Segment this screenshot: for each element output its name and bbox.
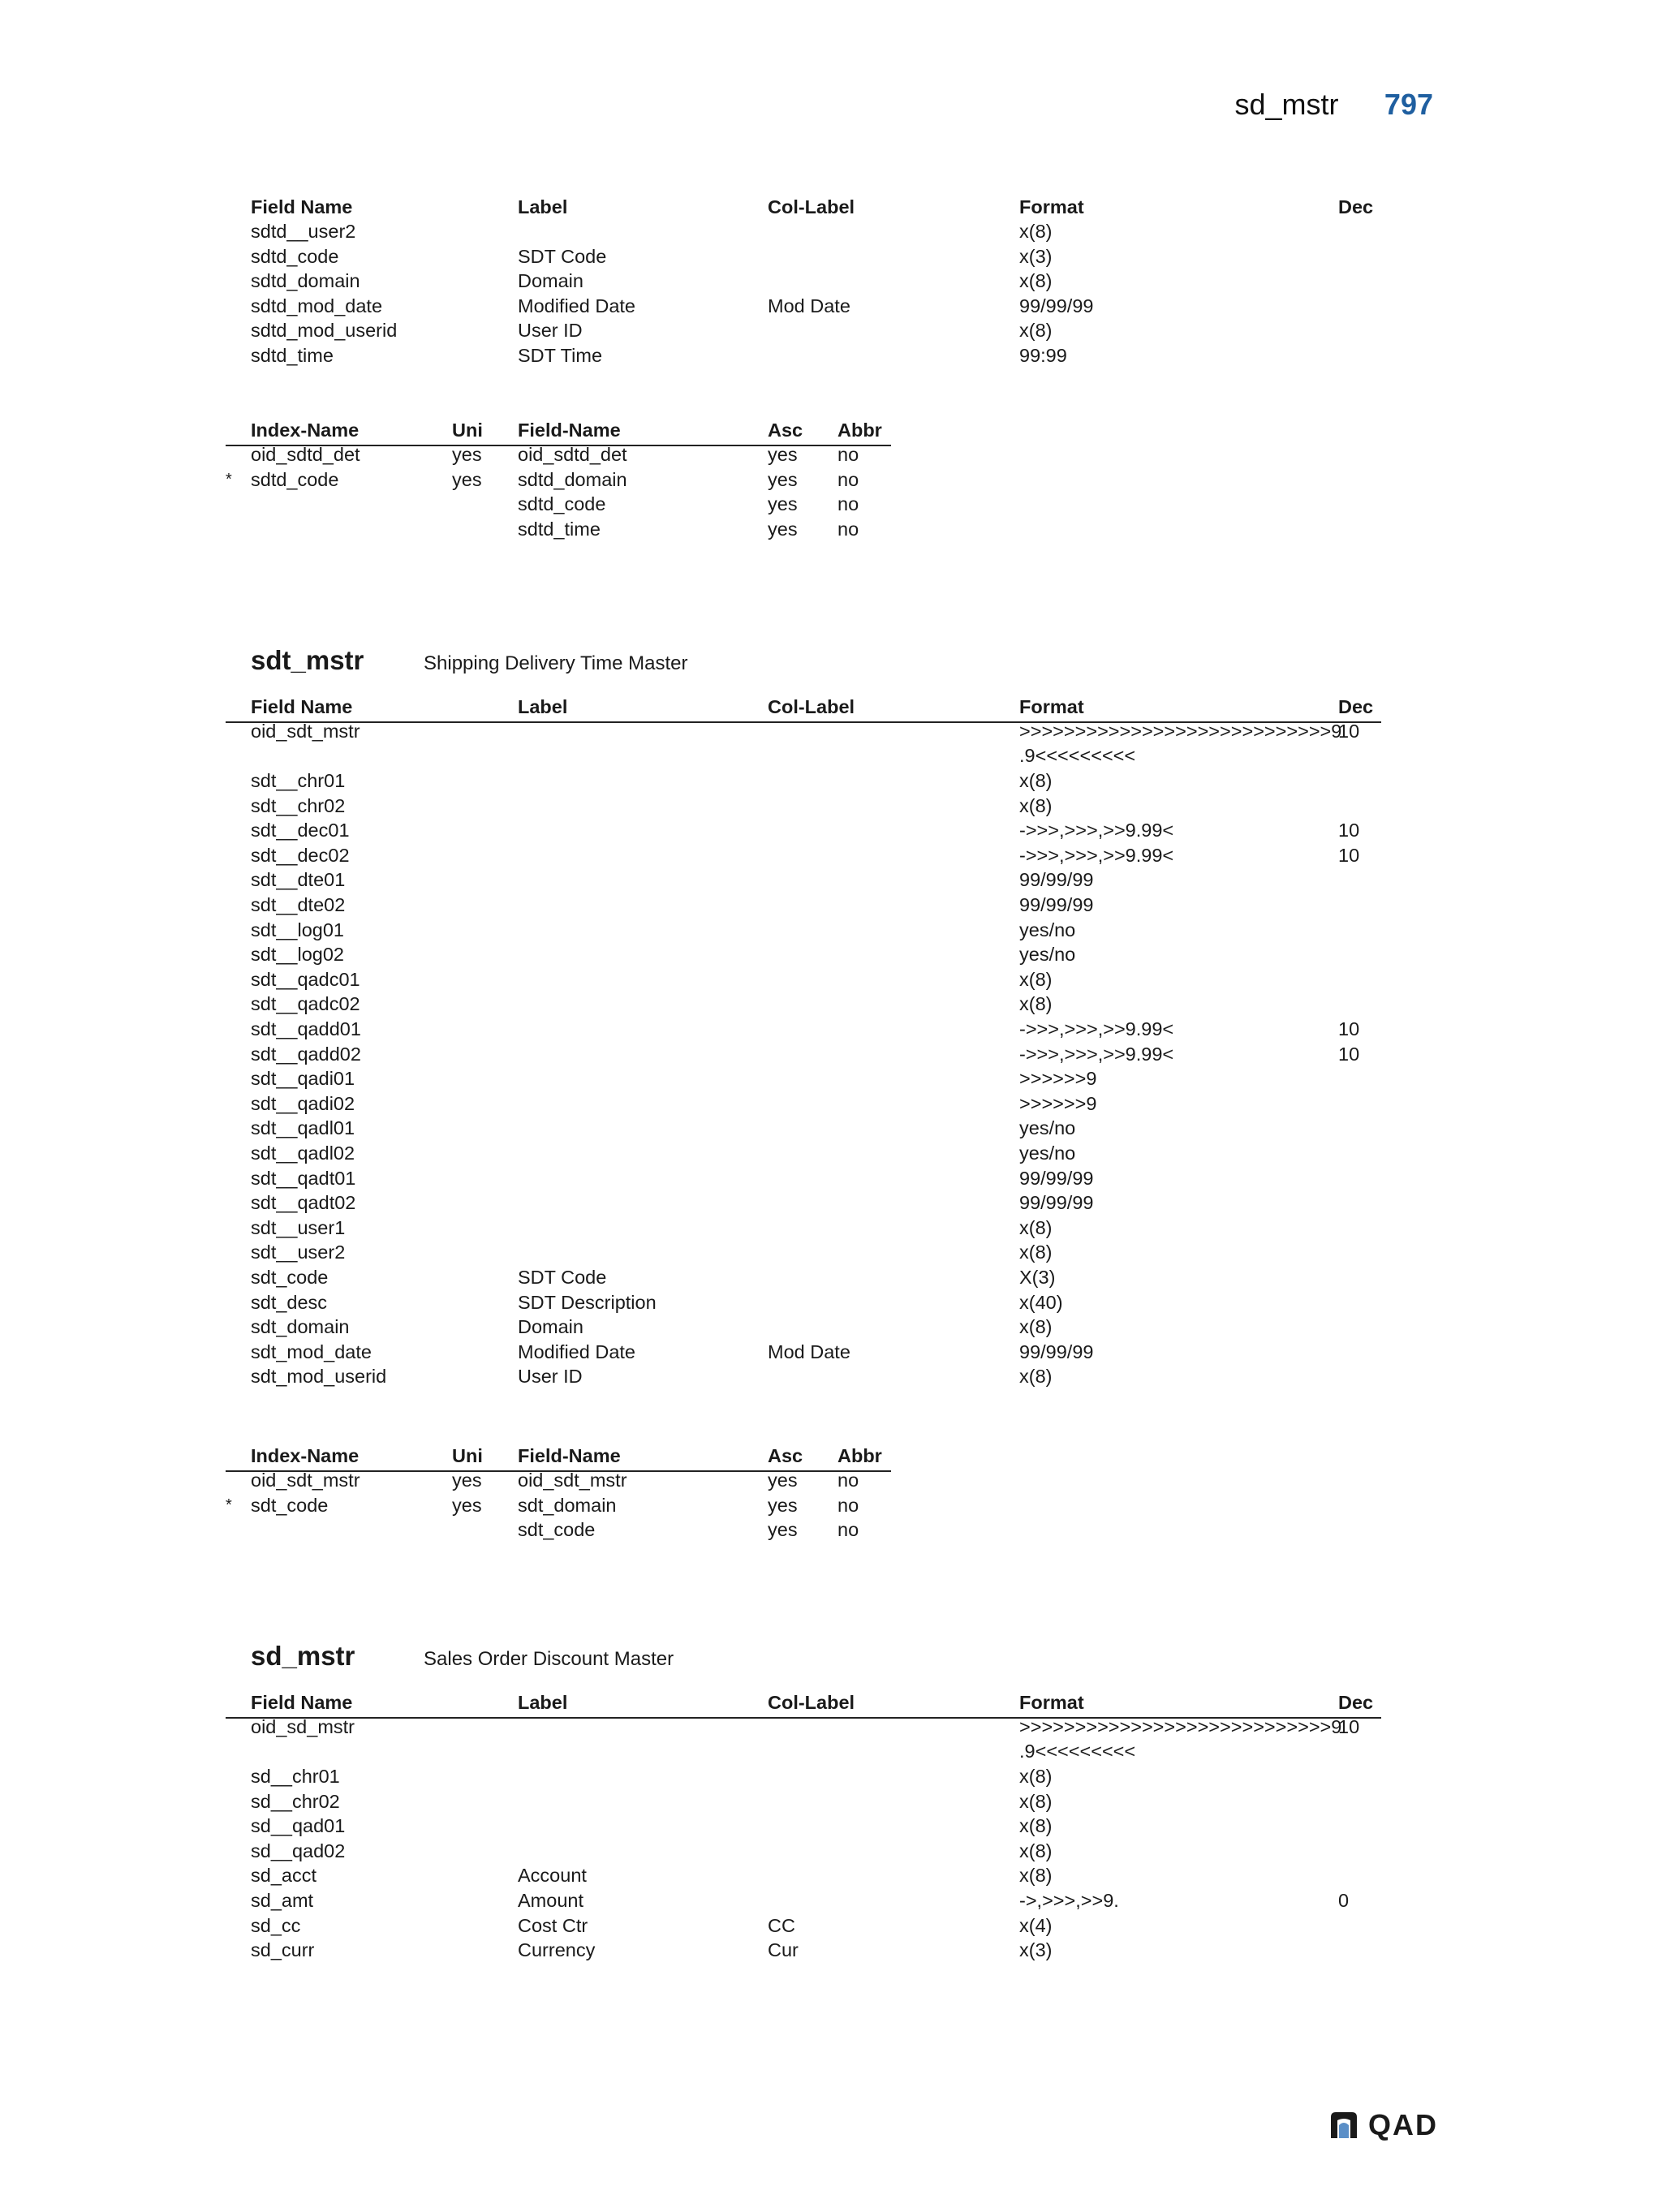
table-row — [0, 1166, 1662, 1190]
field-format: x(40) — [1019, 1291, 1063, 1313]
table-row — [0, 794, 1662, 818]
col-field-name: Field Name — [251, 196, 353, 217]
field-format: 99/99/99 — [1019, 894, 1094, 915]
index-name: oid_sdt_mstr — [251, 1470, 360, 1491]
index-abbreviated: no — [837, 1494, 859, 1516]
field-format: x(4) — [1019, 1914, 1053, 1936]
field-col-label: Mod Date — [768, 295, 850, 316]
index-table-header — [0, 1444, 1662, 1468]
table-row — [0, 768, 1662, 793]
field-label: Modified Date — [518, 295, 635, 316]
field-format: X(3) — [1019, 1267, 1056, 1288]
field-name: sdt__qadi01 — [251, 1068, 355, 1090]
field-format: 99/99/99 — [1019, 1192, 1094, 1214]
field-col-label: Mod Date — [768, 1341, 850, 1362]
field-format: x(8) — [1019, 1766, 1053, 1787]
table-row — [0, 843, 1662, 867]
field-format: >>>>>>>>>>>>>>>>>>>>>>>>>>>>9 — [1019, 721, 1342, 742]
primary-index-marker: * — [226, 1495, 232, 1514]
field-name: sdtd_domain — [251, 270, 360, 292]
field-name: sdt__qadc02 — [251, 993, 360, 1015]
field-format: x(8) — [1019, 1865, 1053, 1887]
field-label: Currency — [518, 1939, 596, 1961]
field-label: User ID — [518, 1366, 583, 1388]
field-name: sdt__log01 — [251, 919, 344, 940]
table-row — [0, 1913, 1662, 1938]
field-name: sdt__log02 — [251, 944, 344, 966]
table-row — [0, 294, 1662, 318]
field-dec: 0 — [1338, 1890, 1350, 1911]
col-format: Format — [1019, 196, 1084, 217]
table-row — [0, 1814, 1662, 1838]
field-label: Cost Ctr — [518, 1914, 588, 1936]
col-format: Format — [1019, 1692, 1084, 1713]
table-row — [0, 1839, 1662, 1863]
field-name: sdtd__user2 — [251, 221, 356, 242]
field-name: sdt_domain — [251, 1316, 350, 1338]
field-format: x(8) — [1019, 1815, 1053, 1837]
table-row — [0, 1340, 1662, 1364]
table-row — [0, 818, 1662, 842]
table-row — [0, 1789, 1662, 1814]
col-label: Label — [518, 1692, 568, 1713]
page-header — [0, 88, 1433, 122]
field-col-label: Cur — [768, 1939, 799, 1961]
field-format: 99/99/99 — [1019, 869, 1094, 891]
field-name: sdt__dte02 — [251, 894, 346, 915]
table-row — [0, 1190, 1662, 1215]
col-index-name: Index-Name — [251, 1445, 360, 1466]
field-format: x(8) — [1019, 221, 1053, 242]
table-row — [0, 719, 1662, 743]
index-abbreviated: no — [837, 1519, 859, 1541]
table-row — [0, 269, 1662, 293]
index-unique: yes — [452, 1470, 482, 1491]
logo-text: QAD — [1368, 2108, 1438, 2141]
table-row — [0, 1493, 1662, 1517]
index-abbreviated: no — [837, 493, 859, 515]
col-label: Label — [518, 196, 568, 217]
primary-index-marker: * — [226, 470, 232, 488]
field-name: sd__qad01 — [251, 1815, 346, 1837]
index-ascending: yes — [768, 1519, 798, 1541]
table-title: sd_mstr — [251, 1641, 355, 1671]
field-format: yes/no — [1019, 1143, 1076, 1164]
table-row — [0, 1216, 1662, 1240]
field-name: sd_cc — [251, 1914, 301, 1936]
field-name: sd__chr01 — [251, 1766, 340, 1787]
index-field-name: oid_sdtd_det — [518, 444, 627, 465]
col-asc: Asc — [768, 1445, 803, 1466]
field-name: sdt__qadl02 — [251, 1143, 355, 1164]
field-label: Domain — [518, 270, 583, 292]
field-name: sdtd_mod_date — [251, 295, 383, 316]
col-abbr: Abbr — [837, 420, 882, 441]
field-label: Domain — [518, 1316, 583, 1338]
index-abbreviated: no — [837, 1470, 859, 1491]
col-col-label: Col-Label — [768, 196, 855, 217]
table-row — [0, 992, 1662, 1016]
table-row — [0, 1315, 1662, 1339]
field-label: SDT Description — [518, 1291, 657, 1313]
running-section-title: sd_mstr — [1234, 88, 1339, 121]
field-format: ->>>,>>>,>>9.99< — [1019, 820, 1174, 841]
table-row — [0, 1364, 1662, 1388]
index-abbreviated: no — [837, 444, 859, 465]
col-col-label: Col-Label — [768, 696, 855, 717]
table-row — [0, 967, 1662, 992]
index-name: sdtd_code — [251, 468, 339, 490]
field-name: sdt__qadt01 — [251, 1167, 356, 1189]
index-field-name: oid_sdt_mstr — [518, 1470, 627, 1491]
field-format: x(3) — [1019, 1939, 1053, 1961]
table-row — [0, 517, 1662, 541]
field-format: x(8) — [1019, 770, 1053, 791]
table-description: Sales Order Discount Master — [424, 1648, 674, 1670]
col-field-name: Field Name — [251, 696, 353, 717]
index-abbreviated: no — [837, 468, 859, 490]
table-row — [0, 942, 1662, 966]
col-col-label: Col-Label — [768, 1692, 855, 1713]
index-ascending: yes — [768, 493, 798, 515]
table-row — [0, 343, 1662, 368]
col-uni: Uni — [452, 420, 483, 441]
field-format: x(8) — [1019, 1216, 1053, 1238]
field-label: Modified Date — [518, 1341, 635, 1362]
field-label: SDT Code — [518, 1267, 607, 1288]
field-dec: 10 — [1338, 1043, 1360, 1065]
index-field-name: sdtd_code — [518, 493, 606, 515]
table-row — [0, 1116, 1662, 1140]
index-field-name: sdt_domain — [518, 1494, 617, 1516]
field-name: sdt__user2 — [251, 1242, 346, 1263]
field-format: >>>>>>>>>>>>>>>>>>>>>>>>>>>>9 — [1019, 1716, 1342, 1737]
field-dec: 10 — [1338, 844, 1360, 866]
col-dec: Dec — [1338, 1692, 1374, 1713]
index-unique: yes — [452, 468, 482, 490]
table-row — [0, 1141, 1662, 1165]
col-field-name: Field Name — [251, 1692, 353, 1713]
field-name: sdtd_code — [251, 245, 339, 267]
field-name: sd__qad02 — [251, 1840, 346, 1861]
field-format: x(8) — [1019, 1316, 1053, 1338]
field-format: >>>>>>9 — [1019, 1092, 1097, 1114]
field-name: sdt__dec02 — [251, 844, 350, 866]
table-row — [0, 1042, 1662, 1066]
page-number: 797 — [1384, 88, 1433, 121]
field-col-label: CC — [768, 1914, 795, 1936]
table-row — [0, 1764, 1662, 1788]
index-ascending: yes — [768, 1494, 798, 1516]
field-format: >>>>>>9 — [1019, 1068, 1097, 1090]
table-row — [0, 1265, 1662, 1289]
field-name: sd_curr — [251, 1939, 315, 1961]
col-label: Label — [518, 696, 568, 717]
index-ascending: yes — [768, 518, 798, 540]
field-format: x(8) — [1019, 270, 1053, 292]
field-name: sdt__chr02 — [251, 794, 346, 816]
field-name: sdt__chr01 — [251, 770, 346, 791]
field-format: yes/no — [1019, 919, 1076, 940]
field-format: x(8) — [1019, 320, 1053, 342]
field-name: sdt_code — [251, 1267, 329, 1288]
col-uni: Uni — [452, 1445, 483, 1466]
field-dec: 10 — [1338, 820, 1360, 841]
field-label: Amount — [518, 1890, 583, 1911]
field-format: x(8) — [1019, 1366, 1053, 1388]
table-row — [0, 467, 1662, 492]
index-table-header — [0, 418, 1662, 442]
index-abbreviated: no — [837, 518, 859, 540]
index-unique: yes — [452, 444, 482, 465]
field-format-continuation: .9<<<<<<<<< — [1019, 745, 1136, 766]
field-name: sd_acct — [251, 1865, 316, 1887]
field-label: User ID — [518, 320, 583, 342]
field-format: x(8) — [1019, 993, 1053, 1015]
col-dec: Dec — [1338, 196, 1374, 217]
col-index-name: Index-Name — [251, 420, 360, 441]
field-format: 99:99 — [1019, 345, 1067, 366]
table-row — [0, 219, 1662, 243]
field-format: x(8) — [1019, 1840, 1053, 1861]
field-name: sdt_mod_date — [251, 1341, 372, 1362]
field-name: sdtd_time — [251, 345, 334, 366]
field-format: ->>>,>>>,>>9.99< — [1019, 1043, 1174, 1065]
field-dec: 10 — [1338, 721, 1360, 742]
qad-logo-icon — [1328, 2109, 1360, 2141]
field-name: sdt__qadd01 — [251, 1018, 361, 1039]
field-name: sdtd_mod_userid — [251, 320, 398, 342]
table-title: sdt_mstr — [251, 645, 364, 675]
field-format: 99/99/99 — [1019, 1341, 1094, 1362]
field-format: yes/no — [1019, 1117, 1076, 1139]
col-dec: Dec — [1338, 696, 1374, 717]
table-row — [0, 442, 1662, 467]
col-field-name: Field-Name — [518, 420, 621, 441]
field-name: sd_amt — [251, 1890, 314, 1911]
field-format: x(8) — [1019, 968, 1053, 990]
field-format: x(8) — [1019, 1790, 1053, 1812]
index-name: oid_sdtd_det — [251, 444, 360, 465]
table-row — [0, 867, 1662, 892]
field-format: ->>>,>>>,>>9.99< — [1019, 844, 1174, 866]
field-format: x(8) — [1019, 794, 1053, 816]
index-name: sdt_code — [251, 1494, 329, 1516]
table-row — [0, 1290, 1662, 1315]
field-format: ->>>,>>>,>>9.99< — [1019, 1018, 1174, 1039]
field-name: sdt_mod_userid — [251, 1366, 387, 1388]
field-name: sdt_desc — [251, 1291, 328, 1313]
field-name: oid_sdt_mstr — [251, 721, 360, 742]
table-row — [0, 1938, 1662, 1962]
field-dec: 10 — [1338, 1716, 1360, 1737]
index-field-name: sdtd_domain — [518, 468, 627, 490]
field-format: 99/99/99 — [1019, 295, 1094, 316]
field-name: sdt__user1 — [251, 1216, 346, 1238]
field-name: oid_sd_mstr — [251, 1716, 355, 1737]
table-row — [0, 1017, 1662, 1041]
field-dec: 10 — [1338, 1018, 1360, 1039]
field-label: SDT Time — [518, 345, 603, 366]
table-row — [0, 918, 1662, 942]
field-name: sdt__qadl01 — [251, 1117, 355, 1139]
index-ascending: yes — [768, 468, 798, 490]
index-field-name: sdt_code — [518, 1519, 596, 1541]
field-name: sdt__dec01 — [251, 820, 350, 841]
field-name: sdt__qadt02 — [251, 1192, 356, 1214]
col-abbr: Abbr — [837, 1445, 882, 1466]
field-format: x(8) — [1019, 1242, 1053, 1263]
field-format: x(3) — [1019, 245, 1053, 267]
field-label: Account — [518, 1865, 587, 1887]
table-row — [0, 244, 1662, 269]
table-row — [0, 1240, 1662, 1264]
field-table-header — [0, 1690, 1662, 1715]
table-row — [0, 492, 1662, 516]
field-table-header — [0, 695, 1662, 719]
table-row — [0, 1517, 1662, 1542]
field-format: 99/99/99 — [1019, 1167, 1094, 1189]
field-format: ->,>>>,>>9. — [1019, 1890, 1119, 1911]
index-ascending: yes — [768, 444, 798, 465]
table-row — [0, 1715, 1662, 1739]
table-description: Shipping Delivery Time Master — [424, 652, 688, 674]
table-row — [0, 1888, 1662, 1913]
table-row — [0, 1091, 1662, 1116]
index-field-name: sdtd_time — [518, 518, 601, 540]
table-row — [0, 318, 1662, 342]
field-name: sdt__qadi02 — [251, 1092, 355, 1114]
index-ascending: yes — [768, 1470, 798, 1491]
col-asc: Asc — [768, 420, 803, 441]
index-unique: yes — [452, 1494, 482, 1516]
field-name: sd__chr02 — [251, 1790, 340, 1812]
table-row — [0, 1468, 1662, 1492]
qad-logo — [1328, 2107, 1448, 2143]
field-label: SDT Code — [518, 245, 607, 267]
field-format: yes/no — [1019, 944, 1076, 966]
field-name: sdt__qadd02 — [251, 1043, 361, 1065]
field-name: sdt__dte01 — [251, 869, 346, 891]
col-field-name: Field-Name — [518, 1445, 621, 1466]
col-format: Format — [1019, 696, 1084, 717]
table-row — [0, 1066, 1662, 1091]
table-row — [0, 893, 1662, 917]
table-row — [0, 1863, 1662, 1887]
field-format-continuation: .9<<<<<<<<< — [1019, 1741, 1136, 1762]
field-table-header — [0, 195, 1662, 219]
field-name: sdt__qadc01 — [251, 968, 360, 990]
